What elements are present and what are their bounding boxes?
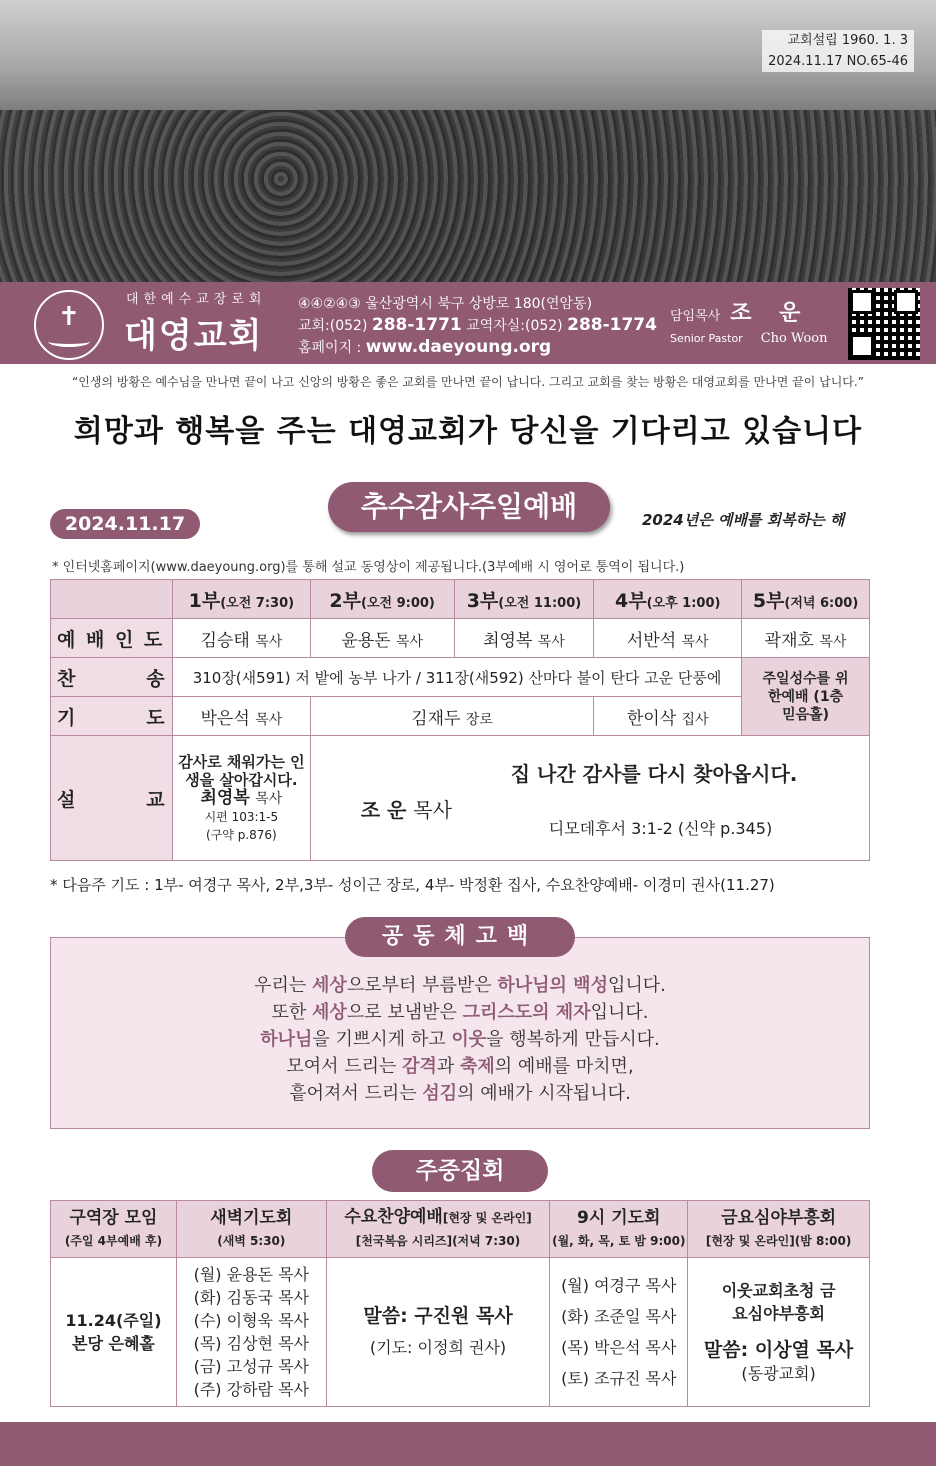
confession-text-part: 으로 보냄받은: [346, 1002, 463, 1023]
service-title: 추수감사주일예배: [328, 482, 610, 532]
confession-text-part: 입니다.: [590, 1002, 649, 1023]
church-name: 대영교회: [124, 316, 264, 356]
tel2-label: 교역자실:(052): [466, 318, 563, 334]
leader-2: 윤용돈 목사: [310, 619, 454, 658]
confession-highlight: 축제: [460, 1056, 495, 1077]
cell-meeting-head: 구역장 모임 (주일 4부예배 후): [51, 1201, 177, 1258]
tel-number: 288-1771: [371, 315, 462, 335]
confession-line: [50, 999, 870, 1026]
cell-meeting-body: 11.24(주일) 본당 은혜홀: [51, 1258, 177, 1407]
confession-line: [50, 1080, 870, 1107]
confession-text-part: 의 예배가 시작됩니다.: [457, 1083, 631, 1104]
confession-highlight: 하나님: [260, 1029, 313, 1050]
denomination: 대한예수교장로회: [126, 292, 267, 307]
confession-highlight: 섬김: [422, 1083, 458, 1104]
service-order-table: [50, 579, 870, 861]
pastor-info: [670, 296, 828, 346]
founded-date: 교회설립 1960. 1. 3: [787, 33, 908, 48]
leader-row: [51, 619, 870, 658]
sermon-main: 조 운 목사 집 나간 감사를 다시 찾아옵시다. 디모데후서 3:1-2 (신약 p.345): [310, 736, 869, 861]
part5-note: 주일성수를 위한예배 (1층 믿음홀): [742, 658, 870, 736]
hymn-label: 찬 송: [51, 658, 173, 697]
next-week-prayer: * 다음주 기도 : 1부- 여경구 목사, 2부,3부- 성이근 장로, 4부- 박정환 집사, 수요찬양예배- 이경미 권사(11.27): [50, 876, 775, 894]
leader-1: 김승태 목사: [172, 619, 310, 658]
part-2: 2부(오전 9:00): [310, 580, 454, 619]
leader-4: 서반석 목사: [594, 619, 742, 658]
part-5: 5부(저녁 6:00): [742, 580, 870, 619]
pastor-label: 담임목사: [670, 309, 721, 324]
postal-code: ④④②④③: [298, 296, 361, 312]
confession-text-part: 을 기쁘시게 하고: [312, 1029, 452, 1050]
sermon-label: 설 교: [51, 736, 173, 861]
confession-text-part: 으로부터 부름받은: [346, 975, 498, 996]
confession-highlight: 이웃: [451, 1029, 487, 1050]
confession-text-part: 입니다.: [607, 975, 666, 996]
footer-band: [0, 1422, 936, 1466]
wed-service-head: 수요찬양예배[현장 및 온라인] [천국복음 시리즈](저녁 7:30): [326, 1201, 550, 1258]
confession-highlight: 감격: [402, 1056, 437, 1077]
pastor-en-label: Senior Pastor: [670, 332, 743, 345]
dawn-prayer-body: (월) 윤용돈 목사 (화) 김동국 목사 (수) 이형욱 목사 (목) 김상현 목사 (금) 고성규 목사 (주) 강하람 목사: [176, 1258, 326, 1407]
confession-title: 공동체고백: [345, 917, 575, 957]
leader-3: 최영복 목사: [454, 619, 594, 658]
homepage-link[interactable]: www.daeyoung.org: [365, 337, 552, 357]
confession-line: [50, 1053, 870, 1080]
pastor-en-name: Cho Woon: [760, 331, 828, 346]
nine-prayer-head: 9시 기도회 (월, 화, 목, 토 밤 9:00): [550, 1201, 688, 1258]
church-contact: [298, 294, 657, 359]
part-1: 1부(오전 7:30): [172, 580, 310, 619]
weekly-body-row: [51, 1258, 870, 1407]
confession-line: [50, 1026, 870, 1053]
confession-text-part: 과: [436, 1056, 460, 1077]
leader-5: 곽재호 목사: [742, 619, 870, 658]
hymn-text: 310장(새591) 저 밭에 농부 나가 / 311장(새592) 산마다 불이 탄다 고운 단풍에: [172, 658, 741, 697]
video-note: * 인터넷홈페이지(www.daeyoung.org)를 통해 설교 동영상이 제공됩니다.(3부예배 시 영어로 통역이 됩니다.): [52, 560, 685, 575]
header-photo: [0, 0, 936, 282]
confession-text: [50, 972, 870, 1107]
hymn-row: [51, 658, 870, 697]
prayer-2-3: 김재두 장로: [310, 697, 594, 736]
pastor-name: 조 운: [730, 300, 811, 326]
confession-text-part: 또한: [271, 1002, 313, 1023]
nine-prayer-body: (월) 여경구 목사 (화) 조준일 목사 (목) 박은석 목사 (토) 조규진 목사: [550, 1258, 688, 1407]
fri-revival-body: 이웃교회초청 금요심야부흥회 말씀: 이상열 목사 (동광교회): [688, 1258, 870, 1407]
wed-service-body: 말씀: 구진원 목사 (기도: 이정희 권사): [326, 1258, 550, 1407]
tel-label: 교회:(052): [298, 318, 368, 334]
service-date: 2024.11.17: [50, 509, 200, 539]
confession-text-part: 우리는: [254, 975, 313, 996]
confession-highlight: 하나님의 백성: [497, 975, 608, 996]
church-header-band: [0, 282, 936, 364]
prayer-4: 한이삭 집사: [594, 697, 742, 736]
address: 울산광역시 북구 상방로 180(연암동): [365, 296, 593, 312]
church-logo-icon: ✝: [34, 290, 104, 360]
confession-text-part: 흩어져서 드리는: [289, 1083, 423, 1104]
weekly-title: 주중집회: [372, 1150, 548, 1192]
fri-revival-head: 금요심야부흥회 [현장 및 온라인](밤 8:00): [688, 1201, 870, 1258]
tel2-number: 288-1774: [567, 315, 657, 335]
confession-text-part: 을 행복하게 만듭시다.: [486, 1029, 660, 1050]
part-3: 3부(오전 11:00): [454, 580, 594, 619]
sermon-row: [51, 736, 870, 861]
issue-number: 2024.11.17 NO.65-46: [768, 54, 908, 69]
prayer-label: 기 도: [51, 697, 173, 736]
part-4: 4부(오후 1:00): [594, 580, 742, 619]
homepage-label: 홈페이지 :: [298, 340, 362, 356]
headline: 희망과 행복을 주는 대영교회가 당신을 기다리고 있습니다: [73, 414, 863, 449]
confession-highlight: 세상: [312, 975, 347, 996]
weekly-header-row: [51, 1201, 870, 1258]
leader-label: 예 배 인 도: [51, 619, 173, 658]
dawn-prayer-head: 새벽기도회 (새벽 5:30): [176, 1201, 326, 1258]
qr-code-icon[interactable]: [848, 288, 920, 360]
confession-text-part: 모여서 드리는: [286, 1056, 403, 1077]
confession-highlight: 그리스도의 제자: [462, 1002, 591, 1023]
motto-quote: “인생의 방황은 예수님을 만나면 끝이 나고 신앙의 방황은 좋은 교회를 만나면 끝이 납니다. 그리고 교회를 찾는 방황은 대영교회를 만나면 끝이 납니다.”: [72, 375, 864, 389]
prayer-1: 박은석 목사: [172, 697, 310, 736]
confession-line: [50, 972, 870, 999]
corner-cell: [51, 580, 173, 619]
confession-highlight: 세상: [312, 1002, 347, 1023]
edition-info: [762, 30, 914, 72]
year-theme: 2024년은 예배를 회복하는 해: [642, 511, 845, 529]
weekly-table: [50, 1200, 870, 1407]
photo-congregation: [0, 110, 936, 282]
confession-text-part: 의 예배를 마치면,: [494, 1056, 634, 1077]
service-parts-row: [51, 580, 870, 619]
sermon-part1: 감사로 채워가는 인생을 살아갑시다. 최영복 목사 시편 103:1-5 (구약 p.876): [172, 736, 310, 861]
